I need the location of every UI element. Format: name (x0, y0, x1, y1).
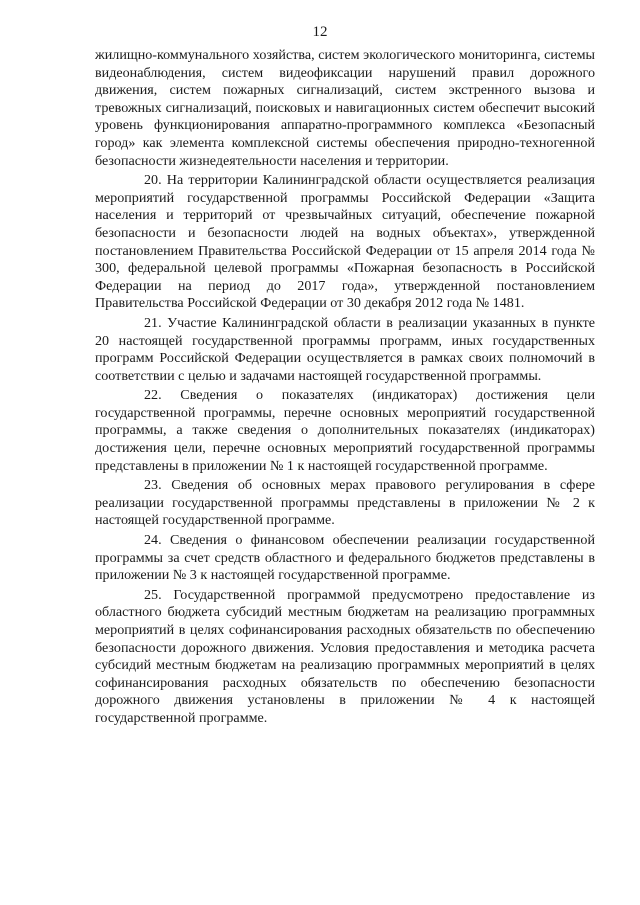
paragraph-23: 23. Сведения об основных мерах правового регулирования в сфере реализации государственной программы представлены в приложении № 2 к настоящей государственной программе. (95, 477, 595, 529)
paragraph-continuation: жилищно-коммунального хозяйства, систем экологического мониторинга, системы видеонаблюдения, систем видеофиксации нарушений правил дорожного движения, систем пожарных сигнализаций, систем экстренного вызова и тревожных сигнализаций, поисковых и навигационных систем обеспечит высокий уровень функционирования аппаратно-программного комплекса «Безопасный город» как элемента комплексной системы обеспечения природно-техногенной безопасности жизнедеятельности населения и территории. (95, 47, 595, 169)
paragraph-22: 22. Сведения о показателях (индикаторах) достижения цели государственной программы, перечне основных мероприятий государственной программы, а также сведения о дополнительных показателях (индикаторах) достижения цели, перечне основных мероприятий государственной программы представлены в приложении № 1 к настоящей государственной программе. (95, 387, 595, 474)
paragraph-24: 24. Сведения о финансовом обеспечении реализации государственной программы за счет средств областного и федерального бюджетов представлены в приложении № 3 к настоящей государственной программе. (95, 532, 595, 584)
paragraph-21: 21. Участие Калининградской области в реализации указанных в пункте 20 настоящей государственной программы программ, иных государственных программ Российской Федерации осуществляется в рамках своих полномочий в соответствии с целью и задачами настоящей государственной программы. (95, 314, 595, 384)
page-number: 12 (312, 24, 328, 40)
document-body (95, 47, 595, 730)
paragraph-20: 20. На территории Калининградской области осуществляется реализация мероприятий государственной программы Российской Федерации «Защита населения и территорий от чрезвычайных ситуаций, обеспечение пожарной безопасности и безопасности людей на водных объектах», утвержденной постановлением Правительства Российской Федерации от 15 апреля 2014 года № 300, федеральной целевой программы «Пожарная безопасность в Российской Федерации на период до 2017 года», утвержденной постановлением Правительства Российской Федерации от 30 декабря 2012 года № 1481. (95, 172, 595, 312)
paragraph-25: 25. Государственной программой предусмотрено предоставление из областного бюджета субсидий местным бюджетам на реализацию программных мероприятий в целях софинансирования расходных обязательств по обеспечению безопасности дорожного движения. Условия предоставления и методика расчета субсидий местным бюджетам на реализацию программных мероприятий в целях софинансирования расходных обязательств по обеспечению безопасности дорожного движения установлены в приложении № 4 к настоящей государственной программе. (95, 586, 595, 726)
